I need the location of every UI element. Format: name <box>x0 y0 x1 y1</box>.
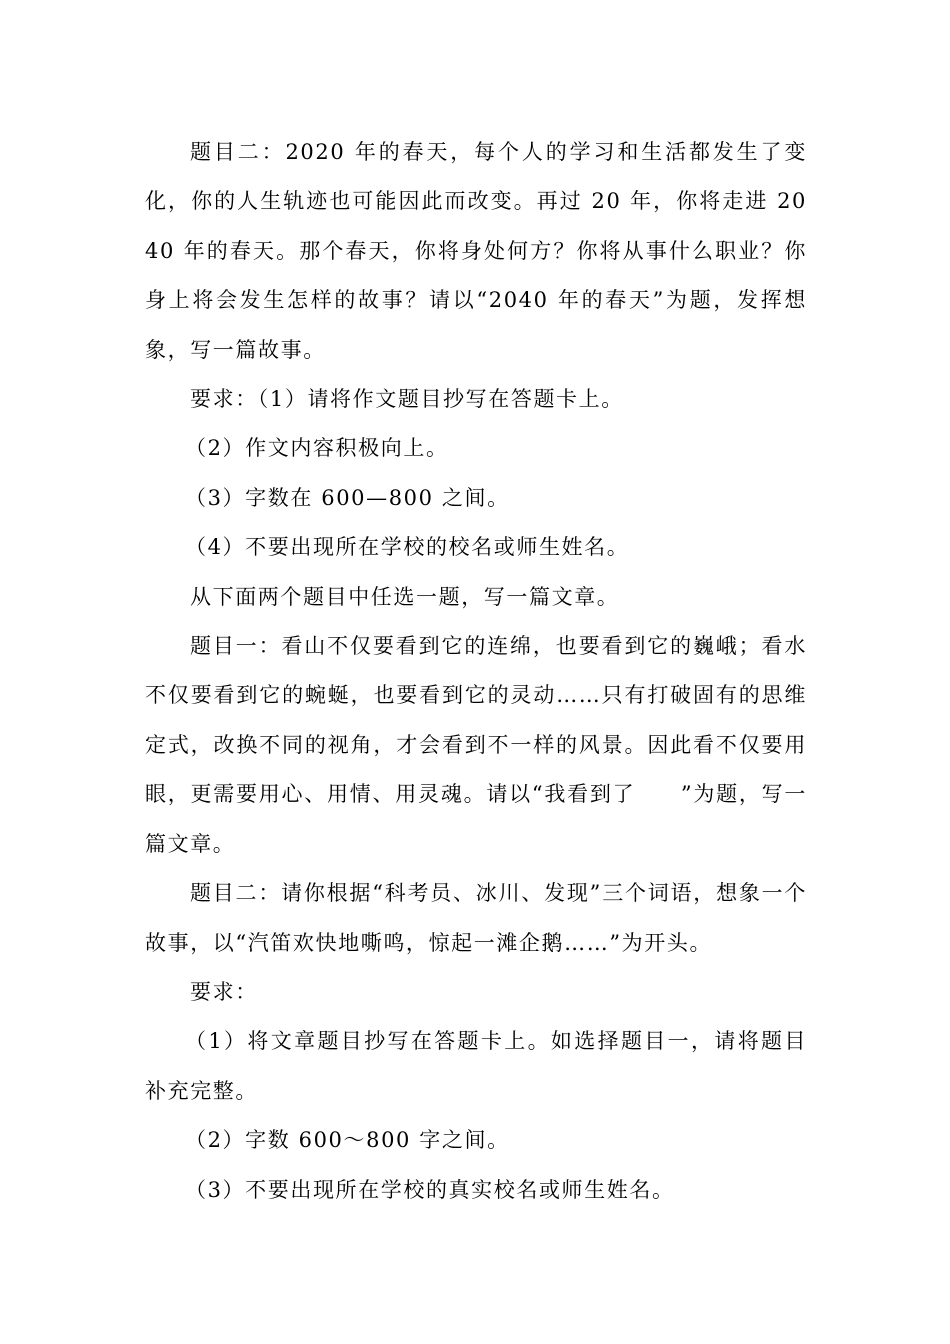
requirements-item-2: （2）作文内容积极向上。 <box>185 436 449 461</box>
requirements-heading: 要求： <box>190 979 258 1004</box>
requirements2-item-3: （3）不要出现所在学校的真实校名或师生姓名。 <box>185 1177 675 1202</box>
topic-two-paragraph: 题目二：请你根据“科考员、冰川、发现”三个词语，想象一个故事，以“汽笛欢快地嘶鸣，惊起一滩企鹅……”为开头。 <box>145 881 807 955</box>
requirements2-item-1: （1）将文章题目抄写在答题卡上。如选择题目一，请将题目补充完整。 <box>145 1029 807 1103</box>
requirements-item-4: （4）不要出现所在学校的校名或师生姓名。 <box>185 535 630 560</box>
choose-one-instruction: 从下面两个题目中任选一题，写一篇文章。 <box>190 584 620 609</box>
requirements-item-1: 要求：（1）请将作文题目抄写在答题卡上。 <box>190 387 624 412</box>
requirements-item-3: （3）字数在 600—800 之间。 <box>185 485 510 510</box>
requirements2-item-2: （2）字数 600～800 字之间。 <box>185 1128 510 1153</box>
prompt-two-paragraph: 题目二：2020 年的春天，每个人的学习和生活都发生了变化，你的人生轨迹也可能因此而改变。再过 20 年，你将走进 2040 年的春天。那个春天，你将身处何方？你将从事什么职业？你身上将会发生怎样的故事？请以“2040 年的春天”为题，发挥想象，写一篇故事。 <box>145 140 807 362</box>
document-body <box>145 128 807 1215</box>
topic-one-paragraph: 题目一：看山不仅要看到它的连绵，也要看到它的巍峨；看水不仅要看到它的蜿蜒，也要看到它的灵动……只有打破固有的思维定式，改换不同的视角，才会看到不一样的风景。因此看不仅要用眼，更需要用心、用情、用灵魂。请以“我看到了 ”为题，写一篇文章。 <box>145 634 807 856</box>
